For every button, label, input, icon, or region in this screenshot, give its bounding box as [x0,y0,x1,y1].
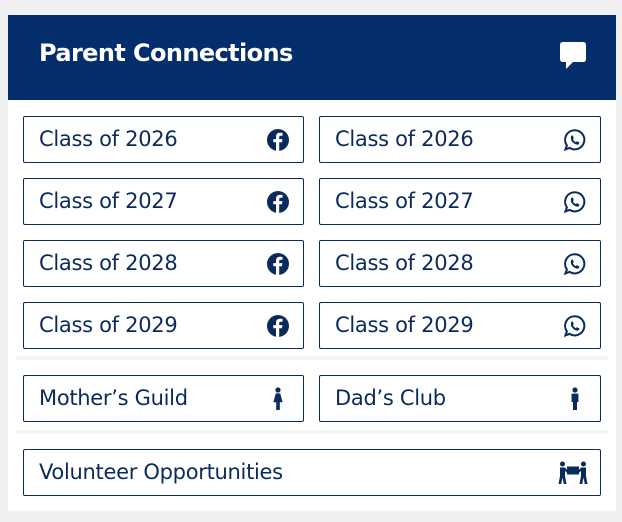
chat-icon [559,41,587,71]
whatsapp-class-2028-button[interactable] [319,240,601,287]
button-label: Mother’s Guild [39,386,188,410]
male-icon [563,387,587,411]
facebook-class-2029-button[interactable] [23,302,304,349]
facebook-icon [266,190,290,214]
section-divider [16,356,608,360]
facebook-icon [266,252,290,276]
facebook-icon [266,314,290,338]
whatsapp-class-2027-button[interactable] [319,178,601,225]
button-label: Class of 2027 [39,189,178,213]
button-label: Dad’s Club [335,386,446,410]
facebook-class-2026-button[interactable] [23,116,304,163]
section-divider [16,430,608,434]
people-carry-icon [558,461,588,485]
whatsapp-icon [563,128,587,152]
whatsapp-class-2026-button[interactable] [319,116,601,163]
facebook-class-2028-button[interactable] [23,240,304,287]
mothers-guild-button[interactable] [23,375,304,422]
button-label: Class of 2028 [39,251,178,275]
whatsapp-icon [563,252,587,276]
button-label: Class of 2026 [39,127,178,151]
whatsapp-class-2029-button[interactable] [319,302,601,349]
button-label: Class of 2026 [335,127,474,151]
facebook-class-2027-button[interactable] [23,178,304,225]
button-label: Class of 2029 [335,313,474,337]
facebook-icon [266,128,290,152]
page-title: Parent Connections [39,39,293,67]
dads-club-button[interactable] [319,375,601,422]
button-label: Class of 2027 [335,189,474,213]
button-label: Class of 2029 [39,313,178,337]
button-label: Class of 2028 [335,251,474,275]
volunteer-opportunities-button[interactable] [23,449,601,496]
female-icon [266,387,290,411]
button-label: Volunteer Opportunities [39,460,283,484]
card-header [8,15,616,100]
parent-connections-card [8,15,616,511]
whatsapp-icon [563,314,587,338]
whatsapp-icon [563,190,587,214]
